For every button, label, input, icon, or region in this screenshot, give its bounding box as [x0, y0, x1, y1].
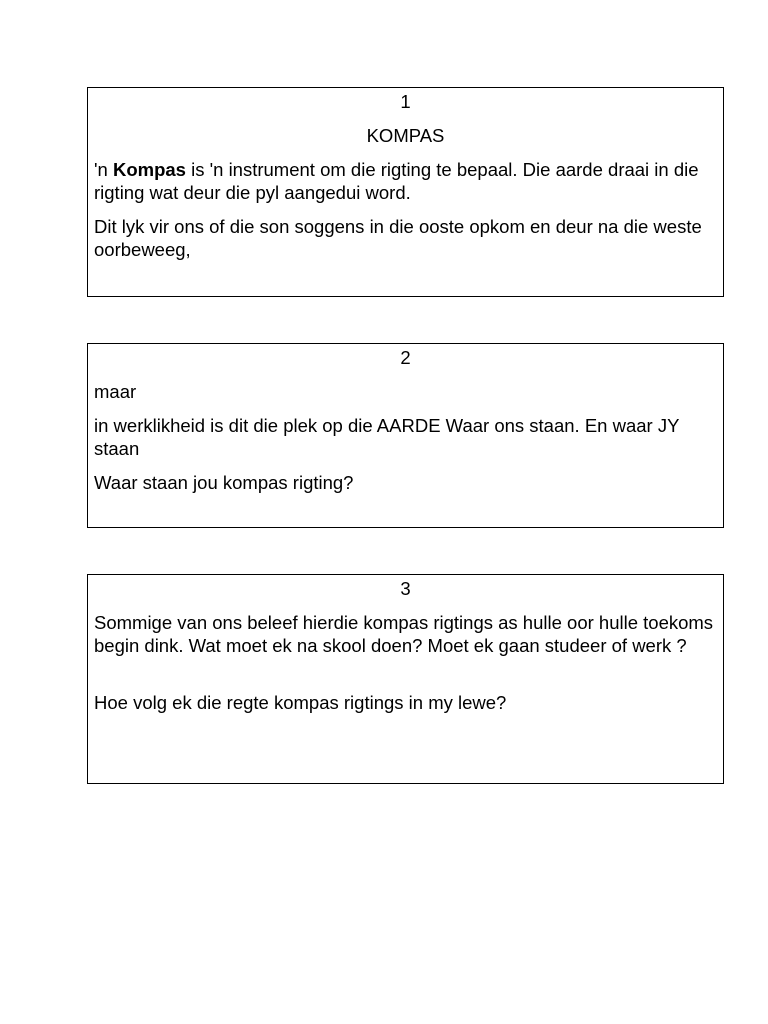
text-card-3 [87, 574, 724, 784]
card-paragraph: Hoe volg ek die regte kompas rigtings in my lewe? [94, 692, 507, 713]
card-paragraph: Dit lyk vir ons of die son soggens in die ooste opkom en deur na die weste oorbeweeg, [94, 216, 702, 260]
card-number: 2 [400, 347, 411, 368]
card-paragraph: in werklikheid is dit die plek op die AARDE Waar ons staan. En waar JY staan [94, 415, 680, 459]
card-paragraph [94, 158, 717, 204]
intro-bold-term: Kompas [112, 159, 186, 180]
card-number: 3 [400, 578, 411, 599]
card-paragraph: Waar staan jou kompas rigting? [94, 472, 354, 493]
text-card-2 [87, 343, 724, 528]
card-heading: KOMPAS [366, 125, 445, 146]
intro-rest: is 'n instrument om die rigting te bepaal. Die aarde draai in die rigting wat deur die pyl aangedui word. [94, 159, 699, 203]
text-card-1 [87, 87, 724, 297]
card-paragraph: maar [94, 381, 137, 402]
intro-prefix: 'n [94, 159, 113, 180]
card-paragraph: Sommige van ons beleef hierdie kompas rigtings as hulle oor hulle toekoms begin dink. Wat moet ek na skool doen? Moet ek gaan studeer of werk ? [94, 612, 714, 656]
card-number: 1 [400, 91, 411, 112]
